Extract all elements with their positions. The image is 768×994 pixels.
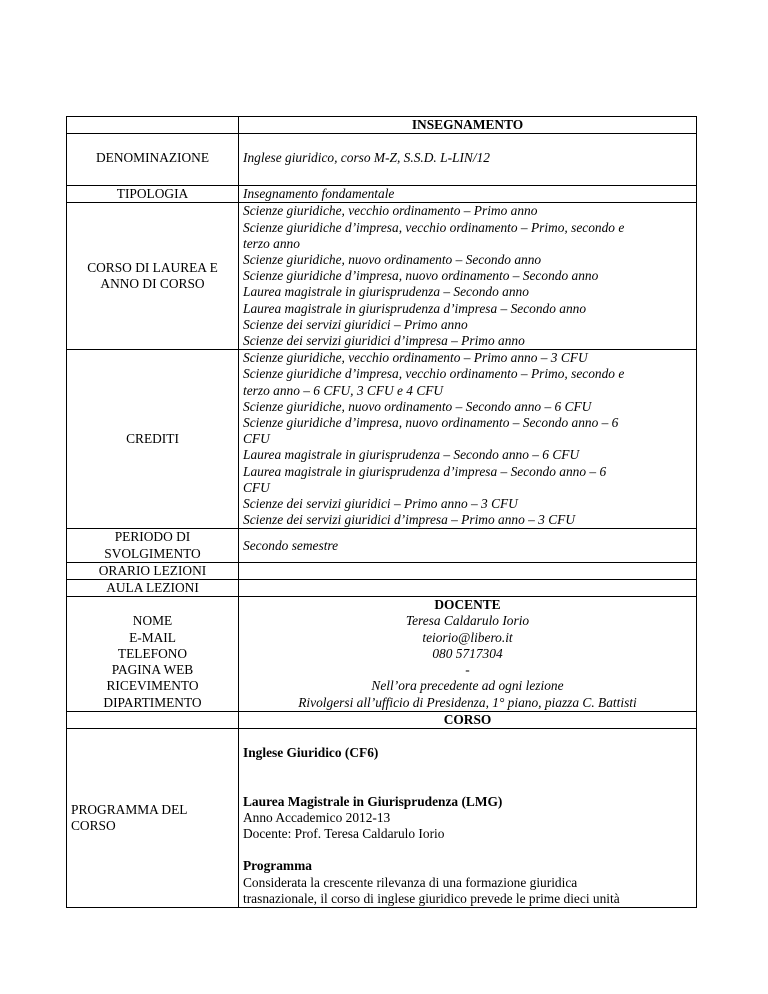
- corso-line: Scienze giuridiche d’impresa, vecchio ordinamento – Primo, secondo e: [243, 219, 625, 235]
- corso-line: Scienze dei servizi giuridici d’impresa – Primo anno: [243, 333, 525, 349]
- docente-header: DOCENTE: [434, 597, 501, 613]
- dipartimento-label: DIPARTIMENTO: [103, 694, 202, 710]
- programma-heading: Programma: [243, 858, 312, 874]
- telefono-value: 080 5717304: [432, 645, 503, 661]
- email-value: teiorio@libero.it: [422, 629, 513, 645]
- programma-content: [239, 728, 697, 907]
- tipologia-label: TIPOLOGIA: [67, 186, 239, 203]
- periodo-value: Secondo semestre: [239, 529, 697, 562]
- programma-label: [67, 728, 239, 907]
- crediti-line: Laurea magistrale in giurisprudenza d’impresa – Secondo anno – 6: [243, 463, 607, 479]
- periodo-label-line1: PERIODO DI: [114, 529, 191, 545]
- course-title: Inglese Giuridico (CF6): [243, 744, 379, 760]
- crediti-line: Scienze giuridiche, nuovo ordinamento – Secondo anno – 6 CFU: [243, 398, 592, 414]
- pagina-web-label: PAGINA WEB: [111, 662, 194, 678]
- programma-text-line1: Considerata la crescente rilevanza di una formazione giuridica: [243, 874, 578, 890]
- course-info-table: [66, 116, 697, 908]
- crediti-line: Scienze giuridiche d’impresa, nuovo ordinamento – Secondo anno – 6: [243, 415, 619, 431]
- corso-line: terzo anno: [243, 235, 300, 251]
- aula-label: AULA LEZIONI: [67, 580, 239, 597]
- corso-line: Scienze dei servizi giuridici – Primo anno: [243, 316, 468, 332]
- ricevimento-label: RICEVIMENTO: [106, 678, 199, 694]
- periodo-label: [67, 529, 239, 562]
- blank-cell: [67, 711, 239, 728]
- crediti-line: Scienze dei servizi giuridici – Primo anno – 3 CFU: [243, 496, 518, 512]
- corso-label-line1: CORSO DI LAUREA E: [87, 260, 218, 276]
- crediti-line: terzo anno – 6 CFU, 3 CFU e 4 CFU: [243, 382, 444, 398]
- programma-label-line1: PROGRAMMA DEL: [71, 801, 188, 817]
- docente-values: [239, 597, 697, 711]
- crediti-line: Scienze giuridiche, vecchio ordinamento – Primo anno – 3 CFU: [243, 350, 588, 366]
- orario-value: [239, 562, 697, 579]
- nome-value: Teresa Caldarulo Iorio: [405, 613, 530, 629]
- academic-year: Anno Accademico 2012-13: [243, 809, 391, 825]
- pagina-web-value: -: [465, 662, 470, 678]
- crediti-line: CFU: [243, 431, 270, 447]
- email-label: E-MAIL: [129, 629, 176, 645]
- denominazione-label: DENOMINAZIONE: [67, 134, 239, 186]
- degree-title: Laurea Magistrale in Giurisprudenza (LMG): [243, 793, 503, 809]
- corso-line: Scienze giuridiche, vecchio ordinamento – Primo anno: [243, 203, 538, 219]
- corso-line: Scienze giuridiche d’impresa, nuovo ordinamento – Secondo anno: [243, 268, 599, 284]
- insegnamento-header: INSEGNAMENTO: [239, 117, 697, 134]
- blank-cell: [67, 117, 239, 134]
- teacher-line: Docente: Prof. Teresa Caldarulo Iorio: [243, 825, 445, 841]
- nome-label: NOME: [132, 613, 173, 629]
- ricevimento-value: Nell’ora precedente ad ogni lezione: [371, 678, 564, 694]
- corso-values: [239, 203, 697, 350]
- docente-labels: [67, 597, 239, 711]
- corso-header: CORSO: [239, 711, 697, 728]
- crediti-line: Scienze dei servizi giuridici d’impresa – Primo anno – 3 CFU: [243, 512, 575, 528]
- docente-spacer: [71, 597, 234, 613]
- programma-label-line2: CORSO: [71, 817, 116, 833]
- programma-text-line2: trasnazionale, il corso di inglese giuridico prevede le prime dieci unità: [243, 890, 620, 906]
- corso-line: Laurea magistrale in giurisprudenza d’impresa – Secondo anno: [243, 300, 587, 316]
- crediti-line: Laurea magistrale in giurisprudenza – Secondo anno – 6 CFU: [243, 447, 580, 463]
- crediti-line: Scienze giuridiche d’impresa, vecchio ordinamento – Primo, secondo e: [243, 366, 625, 382]
- dipartimento-value: Rivolgersi all’ufficio di Presidenza, 1° piano, piazza C. Battisti: [298, 694, 637, 710]
- corso-label: [67, 203, 239, 350]
- periodo-label-line2: SVOLGIMENTO: [104, 545, 201, 561]
- crediti-line: CFU: [243, 479, 270, 495]
- orario-label: ORARIO LEZIONI: [67, 562, 239, 579]
- aula-value: [239, 580, 697, 597]
- crediti-label: CREDITI: [67, 350, 239, 529]
- corso-label-line2: ANNO DI CORSO: [100, 276, 205, 292]
- tipologia-value: Insegnamento fondamentale: [239, 186, 697, 203]
- crediti-values: [239, 350, 697, 529]
- telefono-label: TELEFONO: [117, 645, 188, 661]
- denominazione-value: Inglese giuridico, corso M-Z, S.S.D. L-LIN/12: [239, 134, 697, 186]
- corso-line: Laurea magistrale in giurisprudenza – Secondo anno: [243, 284, 529, 300]
- corso-line: Scienze giuridiche, nuovo ordinamento – Secondo anno: [243, 252, 542, 268]
